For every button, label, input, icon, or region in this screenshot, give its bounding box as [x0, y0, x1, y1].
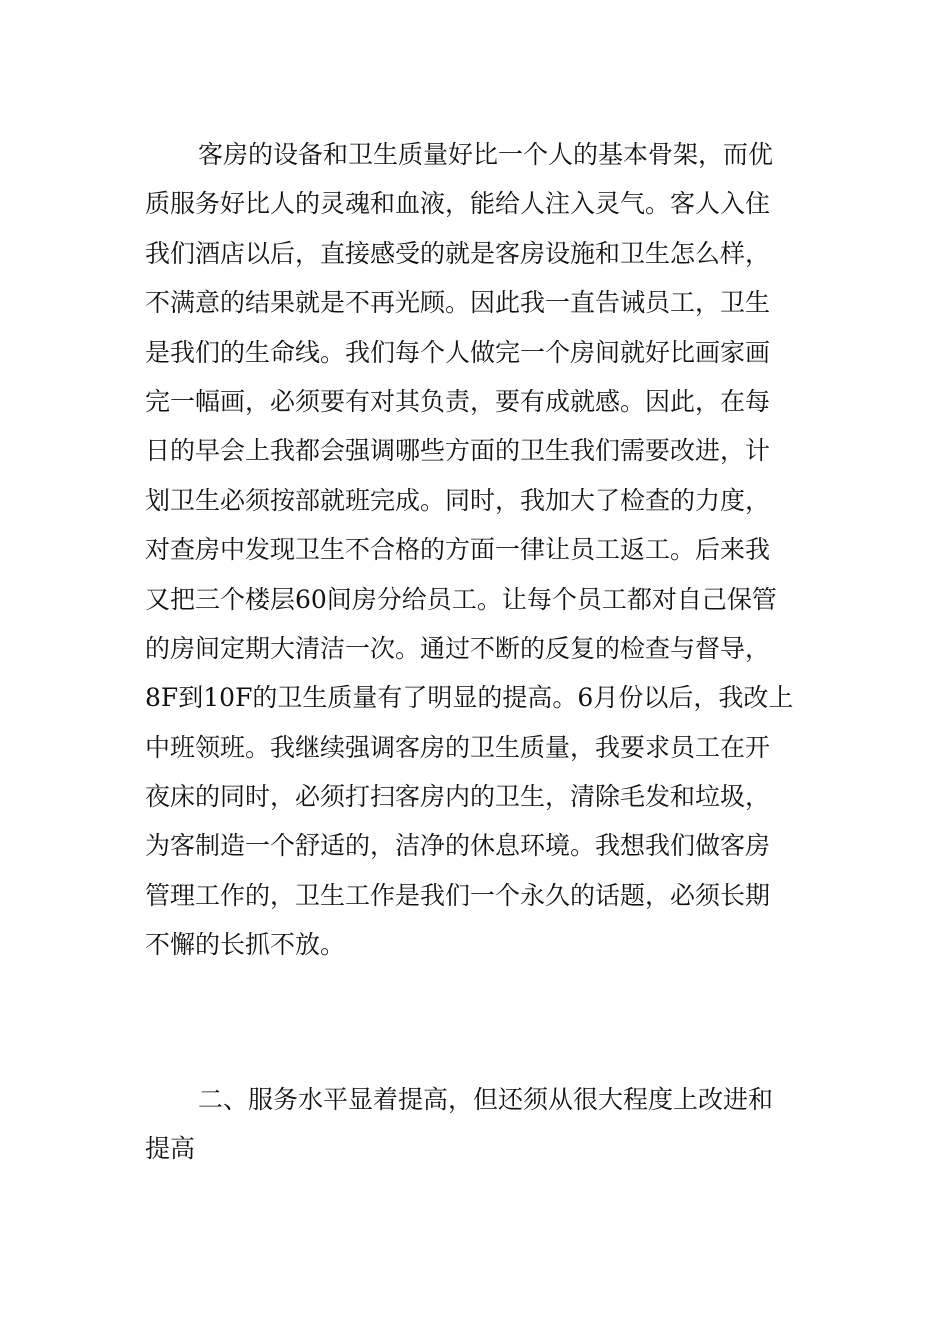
paragraph-line: 质服务好比人的灵魂和血液，能给人注入灵气。客人入住	[145, 189, 771, 219]
paragraph-line: 客房的设备和卫生质量好比一个人的基本骨架，而优	[198, 140, 774, 169]
paragraph-line: 不满意的结果就是不再光顾。因此我一直告诫员工，卫生	[145, 288, 771, 318]
paragraph-line: 夜床的同时，必须打扫客房内的卫生，清除毛发和垃圾，	[145, 782, 771, 812]
paragraph-line: 是我们的生命线。我们每个人做完一个房间就好比画家画	[145, 337, 771, 367]
paragraph-line: 日的早会上我都会强调哪些方面的卫生我们需要改进，计	[145, 436, 771, 466]
paragraph-line: 不懈的长抓不放。	[145, 930, 346, 960]
paragraph-line: 管理工作的，卫生工作是我们一个永久的话题，必须长期	[145, 880, 771, 910]
paragraph-line: 划卫生必须按部就班完成。同时，我加大了检查的力度，	[145, 485, 771, 515]
body-paragraph	[145, 130, 825, 970]
paragraph-line: 我们酒店以后，直接感受的就是客房设施和卫生怎么样，	[145, 238, 771, 268]
paragraph-line: 中班领班。我继续强调客房的卫生质量，我要求员工在开	[145, 732, 771, 762]
heading-line: 提高	[145, 1134, 196, 1164]
section-heading	[145, 1075, 825, 1174]
paragraph-line: 完一幅画，必须要有对其负责，要有成就感。因此，在每	[145, 386, 771, 416]
heading-line: 二、服务水平显着提高，但还须从很大程度上改进和	[198, 1085, 774, 1114]
paragraph-line: 的房间定期大清洁一次。通过不断的反复的检查与督导，	[145, 633, 771, 663]
paragraph-line: 对查房中发现卫生不合格的方面一律让员工返工。后来我	[145, 535, 771, 565]
paragraph-line: 为客制造一个舒适的，洁净的休息环境。我想我们做客房	[145, 831, 771, 861]
paragraph-line: 8F到10F的卫生质量有了明显的提高。6月份以后，我改上	[145, 683, 794, 713]
paragraph-line: 又把三个楼层60间房分给员工。让每个员工都对自己保管	[145, 584, 777, 614]
